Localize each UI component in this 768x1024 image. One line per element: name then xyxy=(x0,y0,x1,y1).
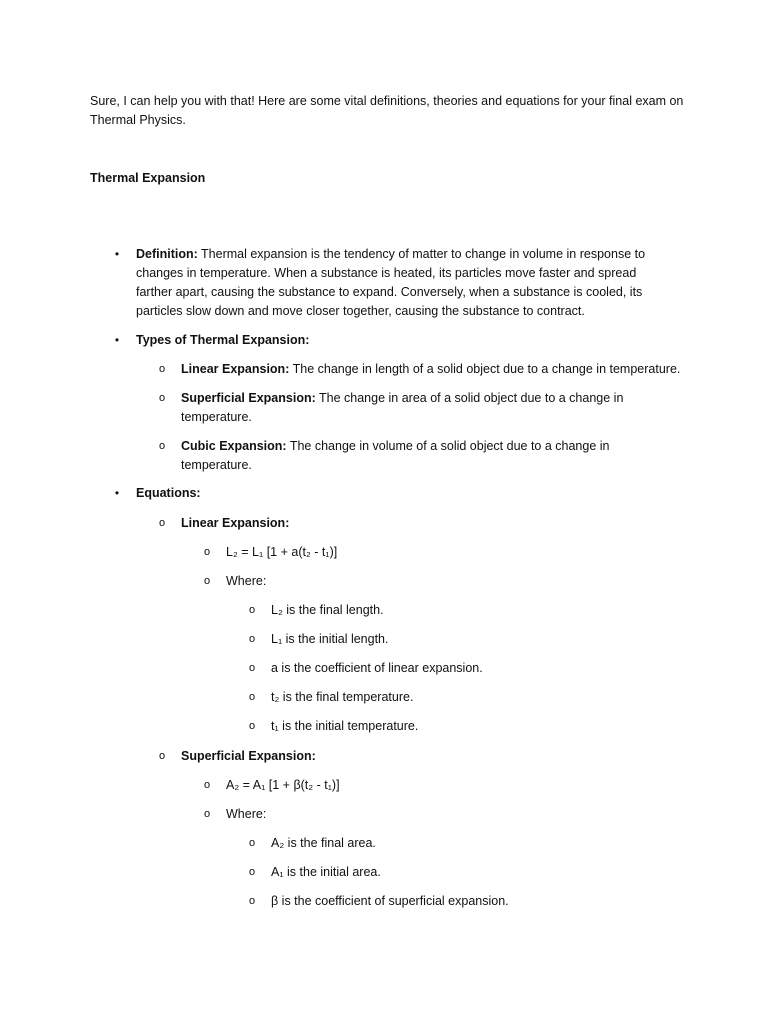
list-bullet: o xyxy=(203,808,211,820)
definition-text: Thermal expansion is the tendency of matter to change in volume in response to changes in temperature. When a substance is heated, its particles move faster and spread farther apart, causing the substance to expand. Conversely, when a substance is cooled, its particles slow down and move closer together, causing the substance to contract. xyxy=(136,247,646,318)
superficial-formula: A₂ = A₁ [1 + β(t₂ - t₁)] xyxy=(226,778,340,792)
superficial-term: β is the coefficient of superficial expansion. xyxy=(271,894,509,908)
type-item-cubic xyxy=(181,437,631,475)
list-bullet: o xyxy=(158,750,166,762)
list-bullet: o xyxy=(248,866,256,878)
type-text: The change in volume of a solid object due to a change in temperature. xyxy=(181,439,610,472)
linear-term: a is the coefficient of linear expansion. xyxy=(271,661,483,675)
list-bullet: o xyxy=(248,662,256,674)
list-bullet: • xyxy=(114,486,120,500)
list-bullet: • xyxy=(114,333,120,347)
list-bullet: o xyxy=(203,546,211,558)
superficial-where: Where: xyxy=(226,807,267,821)
linear-term: t₂ is the final temperature. xyxy=(271,690,414,704)
list-bullet: o xyxy=(248,604,256,616)
type-label: Cubic Expansion: xyxy=(181,439,287,453)
linear-formula: L₂ = L₁ [1 + a(t₂ - t₁)] xyxy=(226,545,338,559)
intro-paragraph: Sure, I can help you with that! Here are some vital definitions, theories and equations for your final exam on Thermal Physics. xyxy=(90,94,684,127)
type-text: The change in area of a solid object due to a change in temperature. xyxy=(181,391,624,424)
list-bullet: o xyxy=(248,691,256,703)
linear-term: L₁ is the initial length. xyxy=(271,632,389,646)
type-label: Linear Expansion: xyxy=(181,362,290,376)
list-bullet: o xyxy=(248,895,256,907)
definition-item xyxy=(136,245,666,321)
list-bullet: o xyxy=(158,517,166,529)
list-bullet: o xyxy=(158,363,166,375)
list-bullet: o xyxy=(248,633,256,645)
list-bullet: • xyxy=(114,247,120,261)
superficial-term: A₁ is the initial area. xyxy=(271,865,381,879)
types-label: Types of Thermal Expansion: xyxy=(136,333,310,347)
type-text: The change in length of a solid object due to a change in temperature. xyxy=(289,362,681,376)
list-bullet: o xyxy=(203,779,211,791)
linear-where: Where: xyxy=(226,574,267,588)
section-heading: Thermal Expansion xyxy=(90,171,206,185)
list-bullet: o xyxy=(158,392,166,404)
equations-label: Equations: xyxy=(136,486,201,500)
superficial-expansion-label: Superficial Expansion: xyxy=(181,749,316,763)
list-bullet: o xyxy=(158,440,166,452)
linear-term: t₁ is the initial temperature. xyxy=(271,719,419,733)
list-bullet: o xyxy=(248,720,256,732)
type-item-linear xyxy=(181,360,691,379)
type-item-superficial xyxy=(181,389,631,427)
linear-expansion-label: Linear Expansion: xyxy=(181,516,290,530)
type-label: Superficial Expansion: xyxy=(181,391,316,405)
definition-label: Definition: xyxy=(136,247,198,261)
list-bullet: o xyxy=(203,575,211,587)
linear-term: L₂ is the final length. xyxy=(271,603,384,617)
list-bullet: o xyxy=(248,837,256,849)
superficial-term: A₂ is the final area. xyxy=(271,836,376,850)
